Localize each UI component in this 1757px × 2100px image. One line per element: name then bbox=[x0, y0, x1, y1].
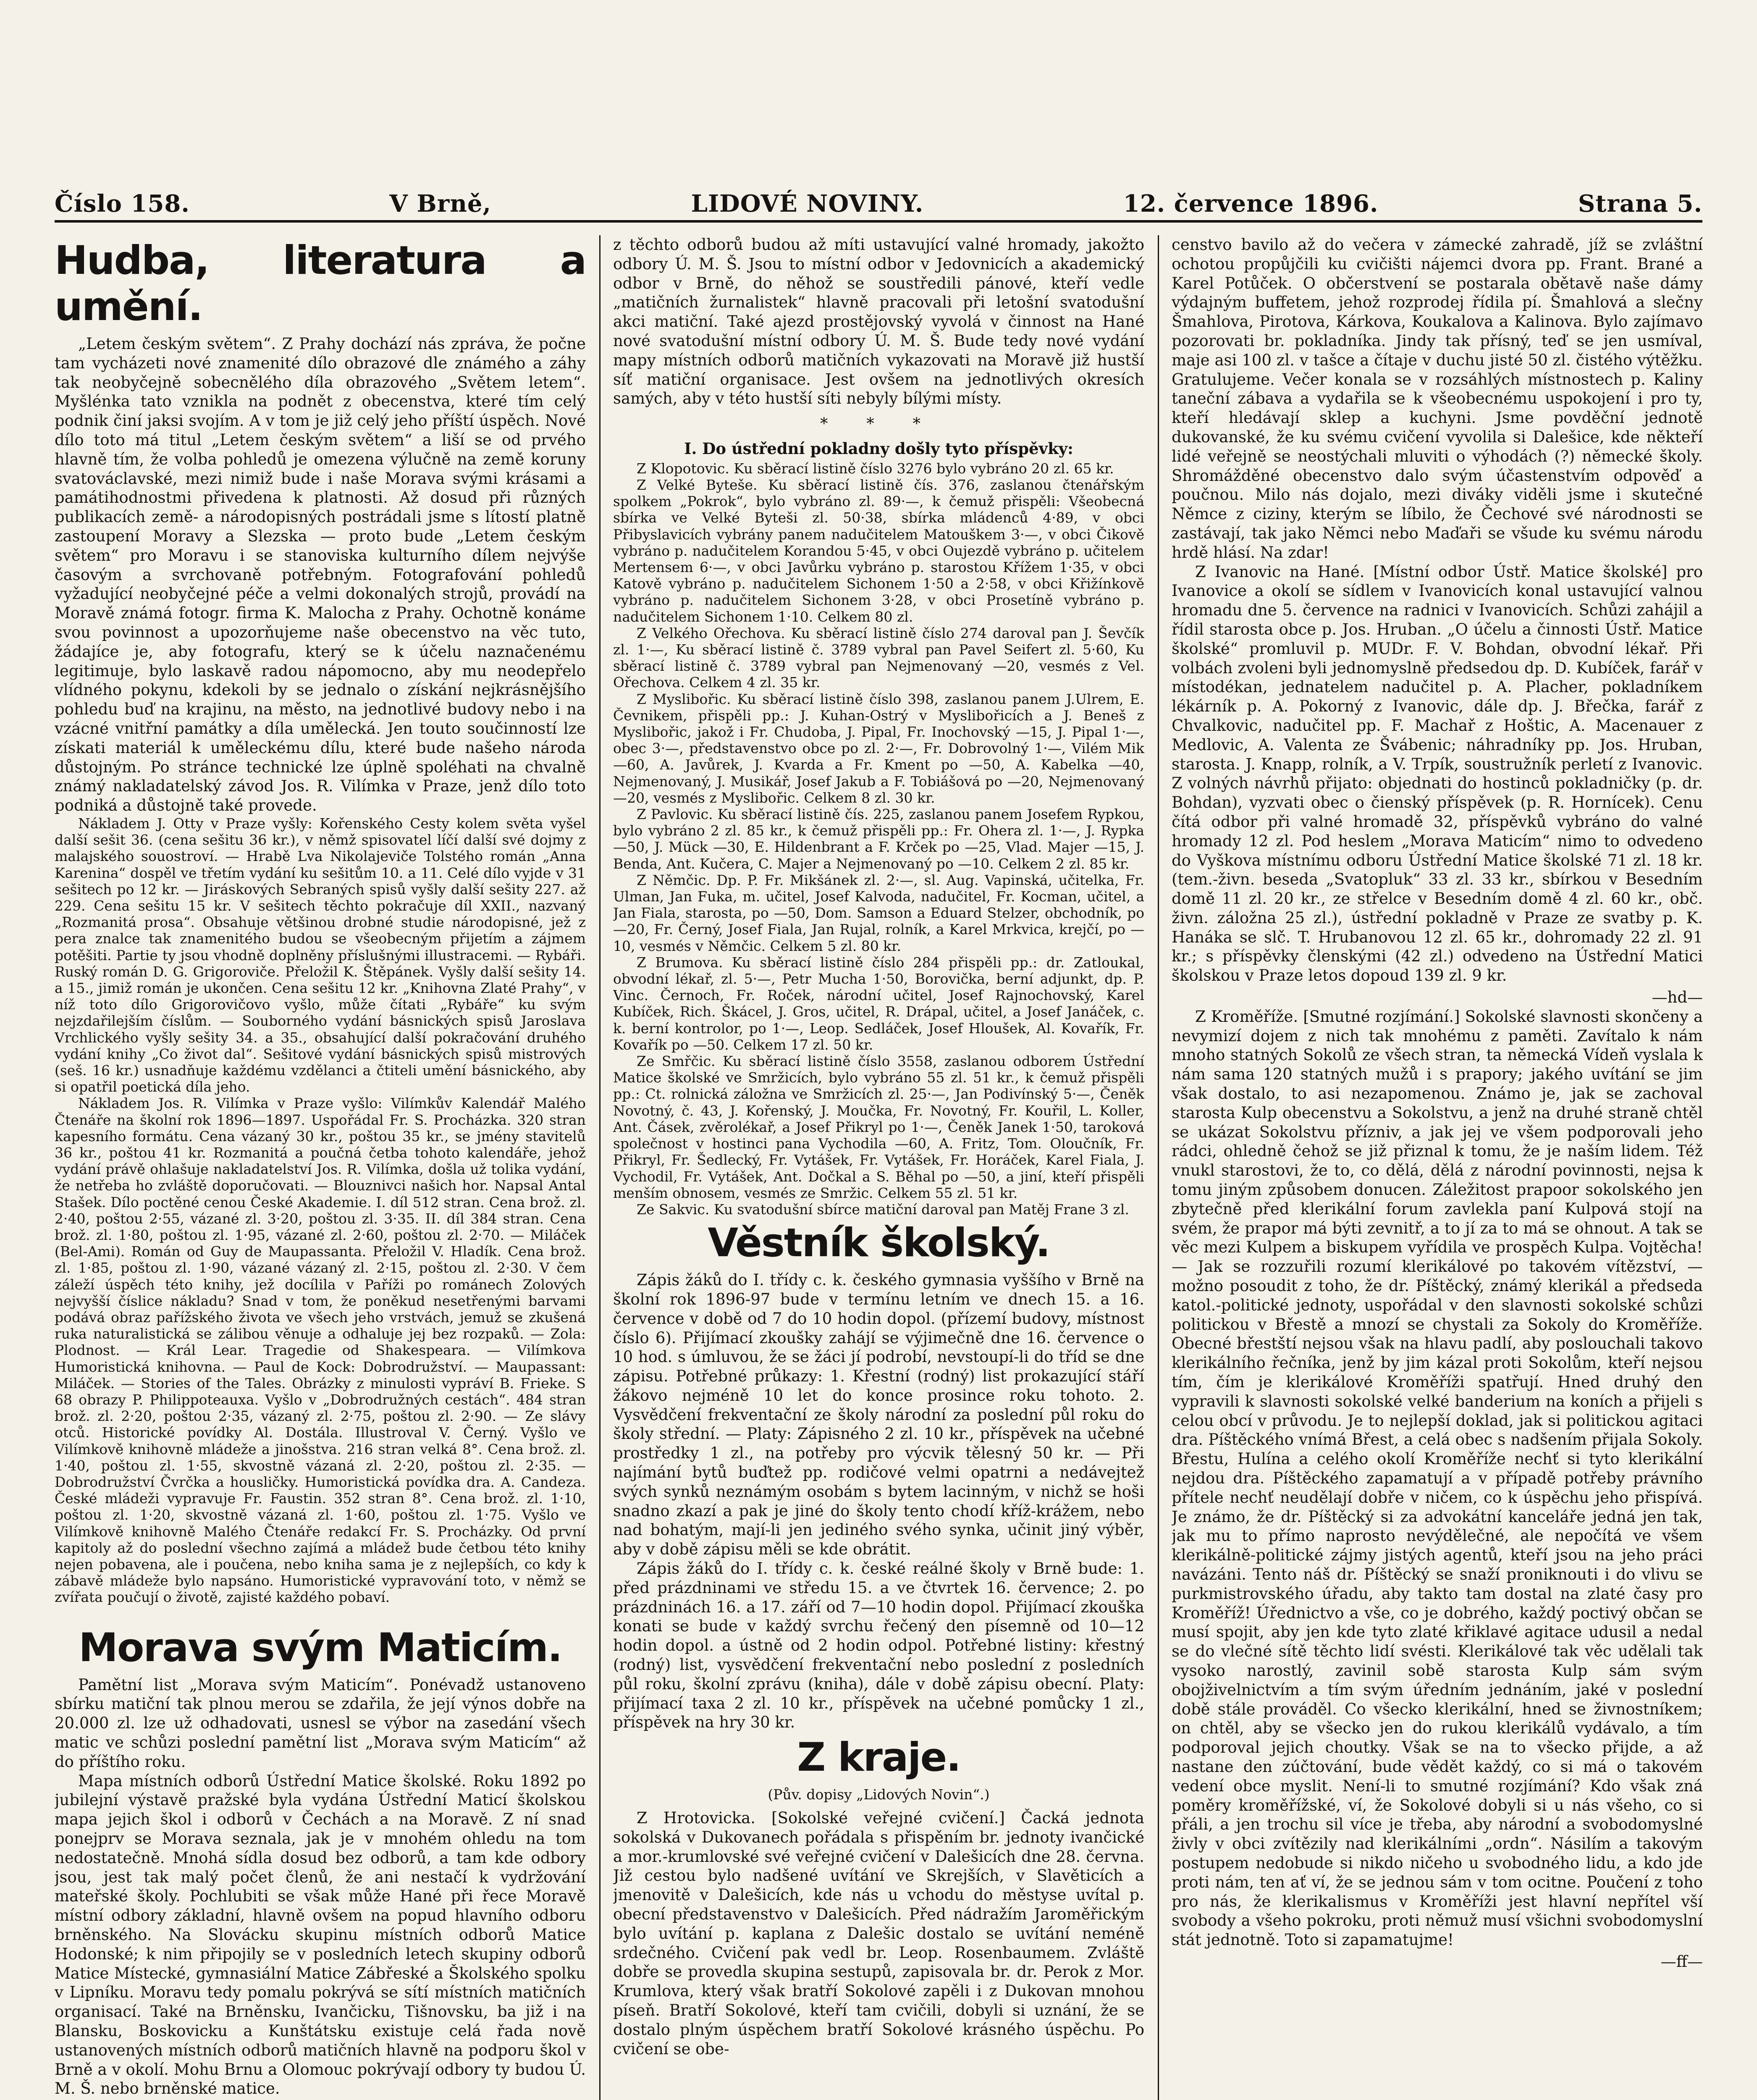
article-letem-ceskym-svetem: „Letem českým světem“. Z Prahy dochází nás zpráva, že počne tam vycházeti nové znamenité dílo obrazové dle známého a záhy tak neobyčejně sobecnělého díla obrazového „Světem letem“. Myšlénka tato vznikla na podnět z obecenstva, které tím celý podnik činí jaksi svojím. A v tom je již celý jeho příští úspěch. Nové dílo toto má titul „Letem českým světem“ a liší se od prvého hlavně tím, že volba pohledů je omezena výlučně na země koruny svatováclavské, mezi nimiž bude i naše Morava svými krásami a památihodnostmi přivedena k platnosti. Až dosud při různých publikacích země- a národopisných postrádali jsme s lítostí platně zastoupení Moravy a Slezska — proto bude „Letem českým světem“ pro Moravu i se stanoviska kulturního dílem nejvýše časovým a svrchovaně potřebným. Fotografování pohledů vyžadující neobyčejné péče a velmi dokonalých strojů, provádí na Moravě známá fotogr. firma K. Malocha z Prahy. Ochotně konáme svou povinnost a upozorňujeme naše obecenstvo na věc tuto, žádajíce je, aby fotografu, který se k účelu naznačenému legitimuje, bylo laskavě radou nápomocno, aby mu neodepřelo vlídného pokynu, kdekoli by se jednalo o získání nejkrásnějšího pohledu buď na krajinu, na město, na jednotlivé budovy nebo i na vzácné vnitřní památky a díla umělecká. Jen touto součinností lze získati materiál k uměleckému dílu, které bude našeho národa důstojným. Po stránce technické lze úplně spoléhati na chvalně známý nakladatelský závod Jos. R. Vilímka v Praze, jenž dílo toto podniká a důstojně také provede. bbox=[55, 335, 586, 815]
contribution-pavlovice: Z Pavlovic. Ku sběrací listině čís. 225, zaslanou panem Josefem Rypkou, bylo vybráno 2 zl. 85 kr., k čemuž přispěli pp.: Fr. Ohera zl. 1·—, J. Rypka —50, J. Mück —30, E. Hildenbrant a F. Krček po —25, Vlad. Majer —15, J. Benda, Ant. Kučera, C. Majer a Nejmenovaný po —10. Celkem 2 zl. 85 kr. bbox=[613, 806, 1144, 872]
contribution-klopotovice: Z Klopotovic. Ku sběrací listině číslo 3276 bylo vybráno 20 zl. 65 kr. bbox=[637, 460, 1114, 477]
article-realka-enrollment: Zápis žáků do I. třídy c. k. české reálné školy v Brně bude: 1. před prázdninami ve středu 15. a ve čtvrtek 16. července; 2. po prázdninách 16. a 17. září od 7—10 hodin dopol. Přijímací zkouška konati se bude v každý svrchu řečený den písemně od 10—12 hodin dopol. a ústně od 2 hodin odpol. Potřebné listiny: křestný (rodný) list, vysvědčení frekventační nebo poslední z posledních půl roku, školní zprávu (kniha), dále v době zápisu obecní. Platy: přijímací taxa 2 zl. 10 kr., příspěvek na učebné pomůcky 1 zl., příspěvek na hry 30 kr. bbox=[613, 1559, 1144, 1732]
article-gymnasium-enrollment: Zápis žáků do I. třídy c. k. českého gymnasia vyššího v Brně na školní rok 1896-97 bude v termínu letním ve dnech 15. a 16. července v době od 7 do 10 hodin dopol. (přízemí budovy, místnost číslo 6). Přijímací zkoušky zahájí se výjimečně dne 16. července o 10 hod. s úmluvou, že se žáci jí podrobí, nevstoupí-li do tříd se dne zápisu. Potřebné průkazy: 1. Křestní (rodný) list prokazující stáří žákovo nejméně 10 let do konce prosince roku tohoto. 2. Vysvědčení frekventační ze školy národní za poslední půl roku do školy střední. — Platy: Zápisného 2 zl. 10 kr., příspěvek na učebné prostředky 1 zl., na potřeby pro výcvik tělesný 50 kr. — Při najímání bytů buďtež pp. rodičové velmi opatrni a nedávejtež svých synků neznámým osobám s bytem lacinným, v nichž se hoši snadno zkazí a pak je jiné do školy tento chodí kříž-krážem, nebo nad bohatým, mají-li jen jediného svého synka, učinit jiný výběr, aby v době zápisu měli se kde obrátit. bbox=[613, 1271, 1144, 1559]
contribution-sakvice: Ze Sakvic. Ku svatodušní sbírce matiční daroval pan Matěj Frane 3 zl. bbox=[637, 1201, 1129, 1218]
subheading-contributions: I. Do ústřední pokladny došly tyto příspěvky: bbox=[684, 439, 1073, 458]
place: V Brně, bbox=[389, 190, 492, 218]
author-signature: —ff— bbox=[1660, 1952, 1703, 1971]
article-vilimek-publications: Nákladem Jos. R. Vilímka v Praze vyšlo: Vilímkův Kalendář Malého Čtenáře na školní rok 1896—1897. Uspořádal Fr. S. Procházka. 320 stran kapesního formátu. Cena vázaný 30 kr., poštou 35 kr., se jmény stavitelů 36 kr., poštou 41 kr. Rozmanitá a poučná četba tohoto kalendáře, jehož vydání právě ohlašuje nakladatelství Jos. R. Vilímka, došla už tolika vydání, že netřeba ho zvláště doporučovati. — Blouznivci našich hor. Napsal Antal Stašek. Dílo poctěné cenou České Akademie. I. díl 512 stran. Cena brož. zl. 2·40, poštou 2·55, vázané zl. 3·20, poštou zl. 3·35. II. díl 384 stran. Cena brož. zl. 1·80, poštou zl. 1·95, vázané zl. 2·60, poštou zl. 2·70. — Miláček (Bel-Ami). Román od Guy de Maupassanta. Přeložil V. Hladík. Cena brož. zl. 1·85, poštou zl. 1·90, vázané vázaný zl. 2·15, poštou zl. 2·30. V čem záleží úspěch této knihy, jež docílila v Paříži po románech Zolových nejvyšší číslice nákladu? Snad v tom, že poněkud nesetřenými barvami podává obraz pařížského života ve všech jeho vrstvách, jemuž se zkušená ruka naturalistická se zálibou věnuje a odhaluje jej bez rozpaků. — Zola: Plodnost. — Král Lear. Tragedie od Shakespeara. — Vilímkova Humoristická knihovna. — Paul de Kock: Dobrodružství. — Maupassant: Miláček. — Stories of the Tales. Obrázky z minulosti vypráví B. Frieke. S 68 obrazy P. Philippoteauxa. Vyšlo v „Dobrodružných cestách“. 484 stran brož. zl. 2·20, poštou 2·35, vázaný zl. 2·75, poštou zl. 2·90. — Ze slávy otců. Historické povídky Al. Dostála. Illustroval V. Černý. Vyšlo ve Vilímkově knihovně mládeže a jinošstva. 216 stran velká 8°. Cena brož. zl. 1·40, poštou zl. 1·55, skvostně vázaná zl. 2·20, poštou zl. 2·35. — Dobrodružství Čvrčka a housličky. Humoristická povídka dra. A. Candeza. České mládeži vypravuje Fr. Faustin. 352 stran 8°. Cena brož. zl. 1·10, poštou zl. 1·20, skvostně vázaná zl. 1·60, poštou zl. 1·75. Vyšlo ve Vilímkově knihovně Malého Čtenáře redakcí Fr. S. Procházky. Od první kapitoly až do poslední všechno zajímá a mládež bude četbou této knihy nejen pobavena, ale i poučena, nebo kniha sama je z nejlepších, co kdy k zábavě mládeže bylo napsáno. Humoristické vypravování toto, v němž se zvířata poučují o životě, zajisté každého pobaví. bbox=[55, 1095, 586, 1606]
section-separator: * * * bbox=[820, 415, 938, 433]
contribution-brumov: Z Brumova. Ku sběrací listině číslo 284 přispěli pp.: dr. Zatloukal, obvodní lékař, zl. 5·—, Petr Mucha 1·50, Borovička, berní adjunkt, dp. P. Vinc. Černoch, Fr. Roček, národní učitel, Josef Rajnochovský, Karel Kubíček, Rich. Škácel, J. Gros, učitel, R. Drápal, učitel, a Josef Janáček, c. k. berní kontrolor, po 1·—, Leop. Sedláček, Josef Hloušek, Al. Kovařík, Fr. Kovařík po —50. Celkem 17 zl. 50 kr. bbox=[613, 954, 1144, 1053]
article-ivanovice: Z Ivanovic na Hané. [Místní odbor Ústř. Matice školské] pro Ivanovice a okolí se sídlem v Ivanovicích konal ustavující valnou hromadu dne 5. července na radnici v Ivanovicích. Schůzi zahájil a řídil starosta obce p. Jos. Hruban. „O účelu a činnosti Ústř. Matice školské“ promluvil p. MUDr. F. V. Bohdan, obvodní lékař. Při volbách zvoleni byli jednomyslně předsedou dp. D. Kubíček, farář v místodékan, jednatelem nadučitel p. A. Placher, pokladníkem lékárník p. A. Pokorný z Ivanovic, dále dp. J. Břečka, farář z Chvalkovic, nadučitel pp. F. Machař z Hoštic, A. Macenauer z Medlovic, A. Valenta ze Švábenic; náhradníky pp. Jos. Hruban, starosta. J. Knapp, rolník, a V. Trpík, soustružník perletí z Ivanovic. Z volných návrhů přijato: objednati do hostinců pokladničky (p. dr. Bohdan), vyzvati obec o čienský příspěvek (p. R. Hornícek). Cenu čítá odbor při valné hromadě 32, příspěvků vybráno do valné hromady 12 zl. Pod heslem „Morava Maticím“ nimo to odvedeno do Vyškova místnímu odboru Ústřední Matice školské 71 zl. 18 kr. (tem.-živn. beseda „Svatopluk“ 33 zl. 33 kr., sbírkou v Besedním domě 11 zl. 20 kr., ze střelce v Besedním domě 4 zl. 60 kr., obč. živn. záložna 25 zl.), ústřední pokladně v Praze ze svatby p. K. Hanáka se slč. T. Hrubanovou 12 zl. 65 kr., dohromady 22 zl. 91 kr.; s příspěvky členskými (42 zl.) odvedeno na Ústřední Matici školskou v Praze letos dopoud 139 zl. 9 kr. bbox=[1172, 562, 1703, 985]
contribution-nemcice: Z Němčic. Dp. P. Fr. Mikšánek zl. 2·—, sl. Aug. Vapinská, učitelka, Fr. Ulman, Jan Fuka, m. učitel, Josef Kalvoda, nadučitel, Fr. Kocman, učitel, a Jan Fiala, starosta, po —50, Dom. Samson a Eduard Stelzer, obchodník, po —20, Fr. Černý, Josef Fiala, Jan Rujal, rolník, a Karel Mrkvica, krejčí, po —10, vesmés v Němčic. Celkem 5 zl. 80 kr. bbox=[613, 872, 1144, 954]
spacer bbox=[55, 1606, 586, 1622]
article-hrotovicko: Z Hrotovicka. [Sokolské veřejné cvičení.] Čacká jednota sokolská v Dukovanech pořádala s přispěním br. jednoty ivančické a mor.-krumlovské své veřejné cvičení v Dalešicích dne 28. června. Již cestou bylo nadšené uvítání ve Skrejších, v Slavěticích a jmenovitě v Dalešicích, kde nás u vchodu do městyse uvítal p. obecní představenstvo v Dalešicích. Před nádražím Jaroměřickým bylo uvítání p. kaplana z Dalešic dostalo se uvítání neméně srdečného. Cvičení pak vedl br. Leop. Rosenbaumem. Zvláště dobře se provedla skupina sestupů, zapisovala br. dr. Perok z Mor. Krumlova, který však bratří Sokolové zapěli i z Dukovan mnohou píseň. Bratří Sokolové, kteří tam cvičili, dobyli si uznání, že se dostalo plným úspěchem bratří Sokolové krásného úspěchu. Po cvičení se obe- bbox=[613, 1809, 1144, 2058]
column-3 bbox=[1172, 235, 1703, 2100]
article-mapa-continued: z těchto odborů budou až míti ustavující valné hromady, jakožto odbory Ú. M. Š. Jsou to místní odbor v Jedovnicích a akademický odbor v Brně, do něhož se soustředili pánové, kteří vedle „matičních žurnalistek“ hlavně pracovali při letošní svatodušní akci matiční. Také ajezd prostějovský vyvolá v činnost na Hané nové svatodušní místní odbory Ú. M. Š. Bude tedy nové vydání mapy místních odborů matičních vykazovati na Moravě již hustší síť matiční organisace. Jest ovšem na jednotlivých okresích samých, aby v této hustší síti nebyly bílými místy. bbox=[613, 236, 1144, 408]
column-rule bbox=[1158, 235, 1159, 2100]
section-title-z-kraje: Z kraje. bbox=[797, 1735, 960, 1781]
section-title-music-literature: Hudba, literatura a umění. bbox=[55, 238, 586, 330]
contribution-mysliborice: Z Myslibořic. Ku sběrací listině číslo 398, zaslanou panem J.Ulrem, E. Čevnikem, přispěli pp.: J. Kuhan-Ostrý v Myslibořicích a J. Beneš z Myslibořic, jakož i Fr. Chudoba, J. Pipal, Fr. Inochovský —15, J. Pipal 1·—, obec 3·—, představenstvo obce po zl. 2·—, Fr. Dobrovolný 1·—, Vilém Mik —60, A. Javůrek, J. Kvarda a Fr. Kment po —50, A. Kabelka —40, Nejmenovaný, J. Musikář, Josef Jakub a F. Tobiášová po —20, Nejmenovaný —20, vesmés z Myslibořic. Celkem 8 zl. 30 kr. bbox=[613, 690, 1144, 806]
contribution-velky-orechov: Z Velkého Ořechova. Ku sběrací listině číslo 274 daroval pan J. Ševčík zl. 1·—, Ku sběrací listině č. 3789 vybral pan Pavel Seifert zl. 5·60, Ku sběrací listině č. 3789 vybral pan Nejmenovaný —20, vesmés z Vel. Ořechova. Celkem 4 zl. 35 kr. bbox=[613, 625, 1144, 691]
newspaper-title: LIDOVÉ NOVINY. bbox=[691, 190, 924, 218]
author-signature: —hd— bbox=[1652, 988, 1703, 1007]
columns bbox=[55, 235, 1702, 2100]
section-title-morava-maticim: Morava svým Maticím. bbox=[79, 1625, 562, 1671]
section-title-vestnik-skolsky: Věstník školský. bbox=[708, 1220, 1050, 1266]
contribution-smrzice: Ze Smřčic. Ku sběrací listině číslo 3558, zaslanou odborem Ústřední Matice školské ve Smržicích, bylo vybráno 55 zl. 51 kr., k čemuž přispěli pp.: Ct. rolnická záložna ve Smržicích zl. 25·—, Jan Podivínský 5·—, Čeněk Novotný, č. 43, J. Kořenský, J. Moučka, Fr. Novotný, Fr. Kouřil, L. Koller, Ant. Čásek, zvěrolékař, a Josef Přikryl po 1·—, Čeněk Janek 1·50, taroková společnost v hostinci pana Vychodila —60, A. Fritz, Tom. Oloučník, Fr. Přikryl, Fr. Šedlecký, Fr. Vytášek, Fr. Vytášek, Fr. Horáček, Karel Fiala, J. Vychodil, Fr. Vytášek, Ant. Dočkal a S. Běhal po —50, a jiní, kteří přispěli menším obnosem, vesmés ze Smržic. Celkem 55 zl. 51 kr. bbox=[613, 1053, 1144, 1201]
article-hrotovicko-continued: censtvo bavilo až do večera v zámecké zahradě, jíž se zvláštní ochotou propůjčili ku cvičišti nájemci dvora pp. Frant. Brané a Karel Potůček. O občerstvení se postarala obětavě naše dámy výdajným buffetem, jehož rozprodej řídila pí. Šmahlová a slečny Šmahlova, Pirotova, Kárkova, Koukalova a Kalinova. Bylo zajímavo pozorovati br. pokladníka. Jindy tak přísný, teď se jen usmíval, maje asi 100 zl. v tašce a čítaje v duchu jisté 50 zl. čistého výtěžku. Gratulujeme. Večer konala se v rozsáhlých místnostech p. Kaliny taneční zábava a vydařila se k všeobecnému uspokojení i pro ty, kteří hledávají sklep a kuchyni. Jsme povděční jednotě dukovanské, že ku svému cvičení vyvolila si Dalešice, kde někteří lidé veřejně se neostýchali mluviti o výhodách (?) německé školy. Shromážděné obecenstvo dalo svým účastenstvím odpověď a poučnou. Milo nás dojalo, mezi diváky viděli jsme i skutečné Němce z ciziny, kterým se líbilo, že Čechové své národnosti se zastávají, tak jako Němci nebo Maďaři se všude ku svému národu hrdě hlásí. Na zdar! bbox=[1172, 236, 1703, 562]
masthead-rule bbox=[55, 220, 1702, 223]
issue-number: Číslo 158. bbox=[55, 190, 190, 218]
column-1 bbox=[55, 235, 586, 2100]
article-mapa-odboru: Mapa místních odborů Ústřední Matice školské. Roku 1892 po jubilejní výstavě pražské byla vydána Ústřední Maticí školskou mapa jejich škol i odborů v Čechách a na Moravě. Z ní snad ponejprv se Morava seznala, jak je v mnohém ohledu na tom nedostatečně. Mnohá sídla dosud bez odborů, a tam kde odbory jsou, jest tak malý počet členů, že ani nestačí k vydržování mateřské školy. Pochlubiti se však může Hané při řece Moravě místní odbory základní, hlavně ovšem na popud hlavního odboru brněnského. Na Slovácku skupinu místních odborů Matice Hodonské; k nim připojily se v posledních letech skupiny odborů Matice Místecké, gymnasiální Matice Zábřeské a Školského spolku v Lipníku. Moravu tedy pomalu pokrývá se sítí místních matičních organisací. Také na Brněnsku, Ivančicku, Tišnovsku, ba již i na Blansku, Boskovicku a Kunštátsku existuje celá řada nově ustanovených místních odborů matičních hlavně na podporu škol v Brně a v okolí. Mohu Brnu a Olomouc pokrývají odbory ty budou Ú. M. Š. nebo brněnské matice. bbox=[55, 1772, 586, 2098]
contribution-velka-bytes: Z Velké Byteše. Ku sběrací listině čís. 376, zaslanou čtenářským spolkem „Pokrok“, bylo vybráno zl. 89·—, k čemuž přispěli: Všeobecná sbírka ve Velké Byteši zl. 50·38, sbírka mládenců 4·89, v obci Přibyslavicích vybrány panem nadučitelem Matouškem 3·—, v obci Čikově vybráno p. nadučitelem Korandou 5·45, v obci Oujezdě vybráno p. učitelem Mertensem 6·—, v obci Javůrku vybráno p. starostou Křížem 1·35, v obci Katově vybráno p. nadučitelem Sichonem 1·50 a 2·58, v obci Křižínkově vybráno p. nadučitelem Sichonem 3·28, v obci Prosetíně vybráno p. nadučitelem Sichonem 1·10. Celkem 80 zl. bbox=[613, 476, 1144, 625]
article-otto-publications: Nákladem J. Otty v Praze vyšly: Kořenského Cesty kolem světa vyšel další sešit 36. (cena sešitu 36 kr.), v němž spisovatel líčí další své dojmy z malajského souostroví. — Hrabě Lva Nikolajeviče Tolstého román „Anna Karenina“ dospěl ve třetím vydání ku sešitům 10. a 11. Celé dílo vyjde v 31 sešitech po 12 kr. — Jiráskových Sebraných spisů vyšly další sešity 227. až 229. Cena sešitu 15 kr. V sešitech těchto pokračuje díl XXII., nazvaný „Rozmanitá prosa“. Obsahuje většinou drobné studie národopisné, jež z pera znalce tak znamenitého budou se všeobecným přijetím a zájmem potěšiti. Partie ty jsou vhodně doplněny příslušnými illustracemi. — Rybáři. Ruský román D. G. Grigoroviče. Přeložil K. Štěpánek. Vyšly další sešity 14. a 15., jimiž román je ukončen. Cena sešitu 12 kr. „Knihovna Zlaté Prahy“, v níž toto dílo Grigorovičovo vyšlo, může čítati „Rybáře“ ku svým nejzdařilejším číslům. — Souborného vydání básnických spisů Jaroslava Vrchlického vyšly sešity 34. a 35., obsahující další pokračování druhého vydání knihy „Co život dal“. Sešitové vydání básnických spisů mistrových (seš. 16 kr.) usnadňuje každému vzdělanci a čtiteli umění básnického, aby si opatřil poetická díla jeho. bbox=[55, 815, 586, 1095]
section-note: (Pův. dopisy „Lidových Novin“.) bbox=[768, 1786, 990, 1803]
article-kromeriz: Z Kroměříže. [Smutné rozjímání.] Sokolské slavnosti skončeny a nevymizí dojem z nich tak mnohému z paměti. Zavítalo k nám mnoho statných Sokolů ze všech stran, ta německá Vídeň vyslala k nám sama 120 statných mužů i s prapory; jakého uvítání se jim však dostalo, to asi nezapomenou. Známo je, jak se zachoval starosta Kulp obecenstvu a Sokolstvu, a jenž na druhé straně chtěl se ukázat Sokolstvu přízniv, a jak jej ve všem podporovali jeho rádci, ohledně čehož se již přiznal k tomu, že je naším lidem. Též vnukl starostovi, že to, co dělá, dělá z národní povinnosti, nejsa k tomu jiným způsobem donucen. Záležitost prapoor sokolského jen zbytečně před klerikální forum zavlekla paní Kulpová stojí na svém, že prapor má býti zevnitř, a to jí za to má se ohnout. A tak se věc mezi Kulpem a biskupem vyřídila ve prospěch Kulpa. Vojtěcha! — Jak se rozzuřili rozumí klerikálové po takovém vítězství, — možno posoudit z toho, že dr. Píštěcký, známý klerikál a předseda katol.-politické jednoty, uspořádal v den slavnosti sokolské schůzi politickou v Břestě a mnozí se chystali za Sokoly do Kroměříže. Obecné břestští nejsou však na hlavu padlí, aby poslouchali takovo klerikálního řečníka, jenž by jim kázal proti Sokolům, kteří nejsou tím, čím je klerikálové Kroměříži spatřují. Hned druhý den vypravili k slavnosti sokolské velké banderium na koních a přijeli s celou obcí v průvodu. Je to nejlepší doklad, jak si politickou agitaci dra. Píštěckého vnímá Břest, a celá obec s nadšením přijala Sokoly. Břestu, Hulína a celého okolí Kroměříže nechť si tyto klerikální nejdou dra. Píštěckého zapamatují a v případě potřeby právního přítele nechť neudělají dobře v ničem, co k úspěchu jeho přispívá. Je známo, že dr. Píštěcký si za advokátní kanceláře jedná jen tak, jak mu to přímo naprosto nevýdělečné, ale nepočítá ve všem klerikálně-politické zájmy jistých agentů, kteří jsou na jeho práci navázáni. Tento náš dr. Píštěcký se snaží proniknouti i do vlivu se purkmistrovského úřadu, aby takto tam dostal na zlaté časy pro Kroměříž! Úřednictvo a vše, co je dobrého, každý poctivý občan se musí spojit, aby jen kde tyto zlaté křiklavé agitace udusil a nedal se do vlečné sítě těchto lidí svésti. Klerikálové tak věc udělali tak vysoko narostlý, zavinil sobě starosta Kulp sám svým obojživelnictvím a tím svým úředním jednáním, jaké v poslední době stále prováděl. Co všecko klerikální, hned se živnostníkem; on chtěl, aby se všecko jen do rukou klerikálů vydávalo, a tím podporoval jejich choutky. Však se na to všecko přijde, a až nastane den zúčtování, bude vědět každý, co si má o takovém vedení obce myslit. Není-li to smutné rozjímání? Kdo však zná poměry kroměřížské, ví, že Sokolové dobyli si u nás všeho, co si přáli, a jen trochu sil více je třeba, aby národní a svobodomyslné živly v obci zvítězily nad klerikálními „ordn“. Násilím a takovým postupem nedobude si nikdo ničeho u svobodného lidu, a kdo jde proti nám, ten ať ví, že se jednou sám v tom ocitne. Poučení z toho pro nás, že klerikalismus v Kroměříži jest hlavní nepřítel vší svobody a všeho pokroku, proti němuž musí všichni svobodomyslní stát jednotně. Toto si zapamatujme! bbox=[1172, 1007, 1703, 1949]
column-rule bbox=[599, 235, 601, 2100]
column-2 bbox=[613, 235, 1144, 2100]
issue-date: 12. července 1896. bbox=[1123, 190, 1379, 218]
page-number: Strana 5. bbox=[1578, 190, 1702, 218]
masthead bbox=[55, 185, 1702, 218]
article-pametni-list: Pamětní list „Morava svým Maticím“. Ponévadž ustanoveno sbírku matiční tak plnou merou se zdařila, že její výnos dobře na 20.000 zl. lze už odhadovati, usnesl se výbor na zasedání všech matic ve schůzi poslední pamětní list „Morava svým Maticím“ až do příštího roku. bbox=[55, 1675, 586, 1771]
